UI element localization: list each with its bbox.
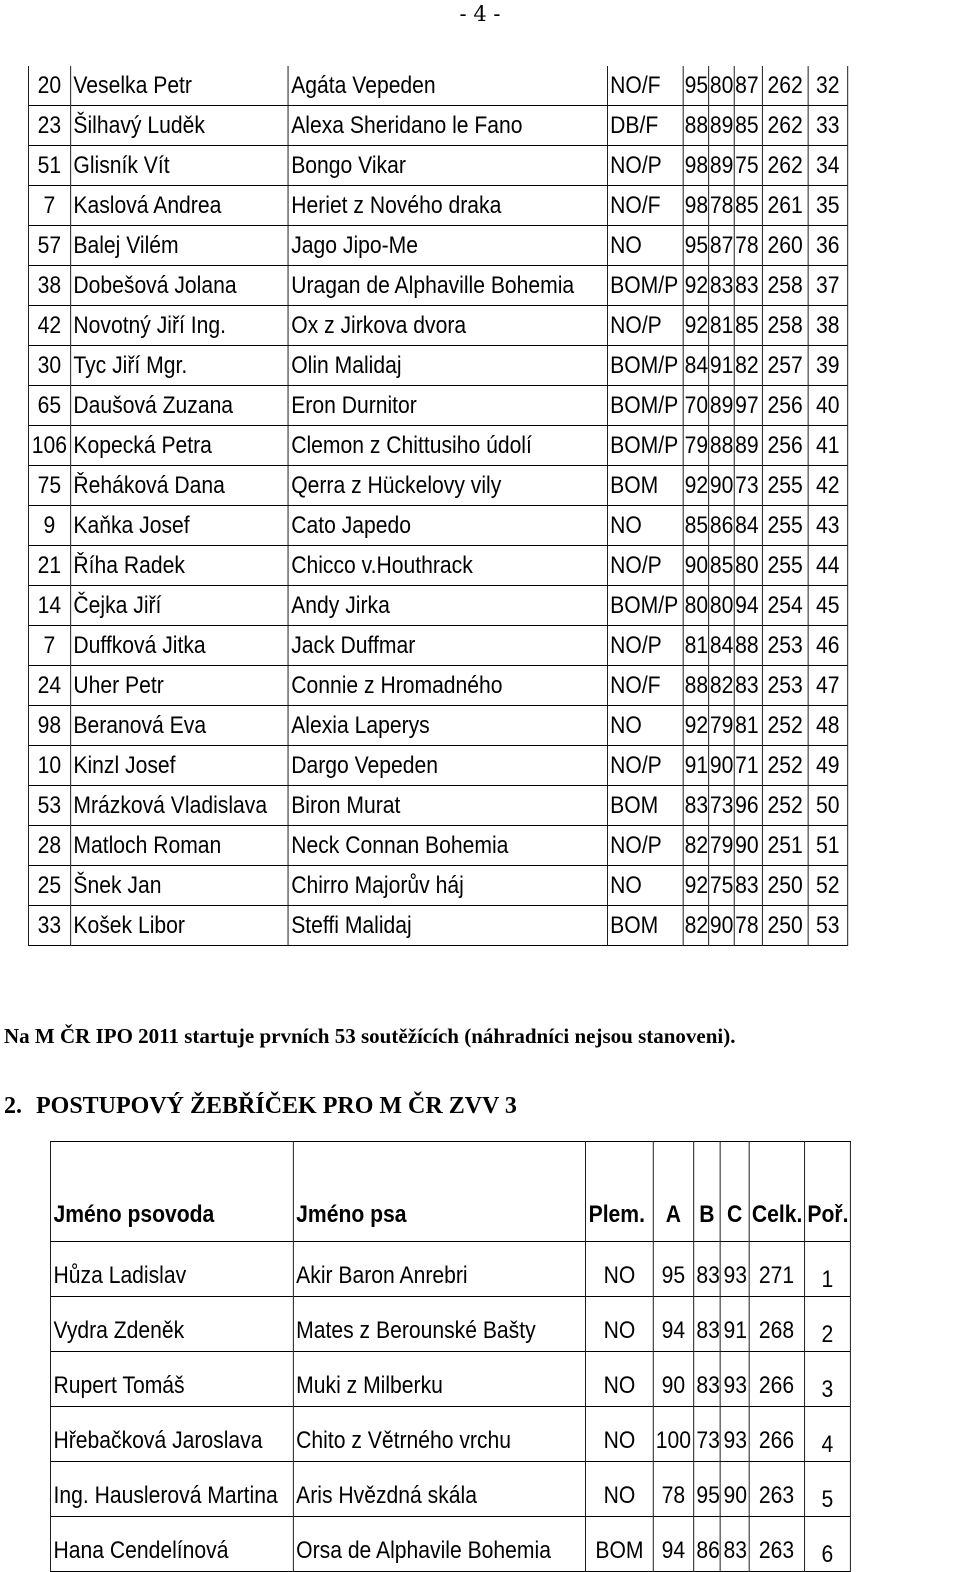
rank: 41	[808, 426, 848, 466]
score-a: 90	[653, 1352, 693, 1407]
start-number: 25	[28, 866, 70, 906]
header-a: A	[653, 1142, 693, 1242]
breed: BOM/P	[607, 586, 683, 626]
rank: 49	[808, 746, 848, 786]
breed: NO/P	[607, 826, 683, 866]
rank: 6	[804, 1517, 850, 1572]
dog-name: Aris Hvězdná skála	[293, 1462, 585, 1517]
handler-name: Kaňka Josef	[70, 506, 288, 546]
handler-name: Říha Radek	[70, 546, 288, 586]
total-score: 250	[763, 906, 808, 946]
total-score: 255	[763, 466, 808, 506]
score-c: 73	[734, 466, 763, 506]
handler-name: Košek Libor	[70, 906, 288, 946]
score-c: 71	[734, 746, 763, 786]
breed: NO	[607, 866, 683, 906]
score-b: 87	[709, 226, 734, 266]
rank: 5	[804, 1462, 850, 1517]
score-b: 82	[709, 666, 734, 706]
score-c: 93	[720, 1407, 748, 1462]
table-row	[28, 666, 847, 706]
rank: 35	[808, 186, 848, 226]
score-c: 94	[734, 586, 763, 626]
handler-name: Uher Petr	[70, 666, 288, 706]
handler-name: Kaslová Andrea	[70, 186, 288, 226]
dog-name: Clemon z Chittusiho údolí	[288, 426, 607, 466]
handler-name: Hřebačková Jaroslava	[50, 1407, 293, 1462]
rank: 40	[808, 386, 848, 426]
start-number: 53	[28, 786, 70, 826]
score-c: 87	[734, 66, 763, 106]
rank: 33	[808, 106, 848, 146]
breed: NO	[607, 226, 683, 266]
table-row	[28, 706, 847, 746]
total-score: 262	[763, 66, 808, 106]
handler-name: Beranová Eva	[70, 706, 288, 746]
score-b: 83	[693, 1242, 720, 1297]
total-score: 268	[749, 1297, 805, 1352]
score-a: 79	[683, 426, 708, 466]
handler-name: Veselka Petr	[70, 66, 288, 106]
start-number: 98	[28, 706, 70, 746]
start-number: 9	[28, 506, 70, 546]
rank: 43	[808, 506, 848, 546]
table-row	[28, 146, 847, 186]
dog-name: Biron Murat	[288, 786, 607, 826]
handler-name: Hana Cendelínová	[50, 1517, 293, 1572]
score-b: 73	[693, 1407, 720, 1462]
total-score: 256	[763, 386, 808, 426]
rank: 32	[808, 66, 848, 106]
table-row	[28, 346, 847, 386]
table-row	[28, 306, 847, 346]
score-b: 80	[709, 66, 734, 106]
qualification-notice: Na M ČR IPO 2011 startuje prvních 53 soutěžících (náhradníci nejsou stanoveni).	[4, 1024, 736, 1048]
rank: 47	[808, 666, 848, 706]
score-b: 84	[709, 626, 734, 666]
handler-name: Čejka Jiří	[70, 586, 288, 626]
rank: 44	[808, 546, 848, 586]
rank: 2	[804, 1297, 850, 1352]
score-b: 83	[709, 266, 734, 306]
table-row	[50, 1352, 850, 1407]
dog-name: Mates z Berounské Bašty	[293, 1297, 585, 1352]
ladder-table	[50, 1141, 851, 1572]
total-score: 255	[763, 506, 808, 546]
total-score: 254	[763, 586, 808, 626]
dog-name: Akir Baron Anrebri	[293, 1242, 585, 1297]
start-number: 10	[28, 746, 70, 786]
score-c: 78	[734, 906, 763, 946]
table-row	[28, 826, 847, 866]
breed: BOM/P	[607, 266, 683, 306]
breed: BOM	[607, 466, 683, 506]
score-a: 88	[683, 666, 708, 706]
breed: NO	[586, 1242, 654, 1297]
score-a: 92	[683, 866, 708, 906]
rank: 52	[808, 866, 848, 906]
handler-name: Glisník Vít	[70, 146, 288, 186]
handler-name: Novotný Jiří Ing.	[70, 306, 288, 346]
start-number: 38	[28, 266, 70, 306]
ladder-header-row	[50, 1142, 850, 1242]
breed: NO	[586, 1352, 654, 1407]
dog-name: Jago Jipo-Me	[288, 226, 607, 266]
score-a: 98	[683, 186, 708, 226]
handler-name: Hůza Ladislav	[50, 1242, 293, 1297]
total-score: 263	[749, 1462, 805, 1517]
start-number: 7	[28, 186, 70, 226]
total-score: 263	[749, 1517, 805, 1572]
start-number: 20	[28, 66, 70, 106]
score-a: 92	[683, 706, 708, 746]
breed: DB/F	[607, 106, 683, 146]
start-number: 21	[28, 546, 70, 586]
header-c: C	[720, 1142, 748, 1242]
table-row	[50, 1242, 850, 1297]
header-b: B	[693, 1142, 720, 1242]
table-row	[28, 626, 847, 666]
total-score: 252	[763, 786, 808, 826]
score-b: 91	[709, 346, 734, 386]
rank: 39	[808, 346, 848, 386]
section-number: 2.	[4, 1093, 22, 1119]
header-dog: Jméno psa	[293, 1142, 585, 1242]
table-row	[50, 1462, 850, 1517]
start-number: 51	[28, 146, 70, 186]
total-score: 257	[763, 346, 808, 386]
total-score: 251	[763, 826, 808, 866]
table-row	[28, 186, 847, 226]
score-c: 82	[734, 346, 763, 386]
dog-name: Jack Duffmar	[288, 626, 607, 666]
table-row	[28, 866, 847, 906]
start-number: 28	[28, 826, 70, 866]
dog-name: Alexia Laperys	[288, 706, 607, 746]
score-b: 73	[709, 786, 734, 826]
breed: BOM	[607, 906, 683, 946]
rank: 38	[808, 306, 848, 346]
dog-name: Olin Malidaj	[288, 346, 607, 386]
score-b: 79	[709, 826, 734, 866]
start-number: 33	[28, 906, 70, 946]
score-b: 89	[709, 146, 734, 186]
score-b: 83	[693, 1297, 720, 1352]
score-b: 89	[709, 386, 734, 426]
dog-name: Cato Japedo	[288, 506, 607, 546]
total-score: 262	[763, 106, 808, 146]
results-table	[28, 66, 848, 946]
score-c: 78	[734, 226, 763, 266]
start-number: 30	[28, 346, 70, 386]
score-b: 90	[709, 906, 734, 946]
header-rank: Poř.	[804, 1142, 850, 1242]
dog-name: Uragan de Alphaville Bohemia	[288, 266, 607, 306]
dog-name: Ox z Jirkova dvora	[288, 306, 607, 346]
total-score: 271	[749, 1242, 805, 1297]
score-c: 89	[734, 426, 763, 466]
handler-name: Rupert Tomáš	[50, 1352, 293, 1407]
total-score: 250	[763, 866, 808, 906]
header-total: Celk.	[749, 1142, 805, 1242]
dog-name: Bongo Vikar	[288, 146, 607, 186]
rank: 36	[808, 226, 848, 266]
rank: 42	[808, 466, 848, 506]
table-row	[28, 506, 847, 546]
table-row	[50, 1407, 850, 1462]
score-a: 78	[653, 1462, 693, 1517]
score-a: 88	[683, 106, 708, 146]
start-number: 106	[28, 426, 70, 466]
dog-name: Steffi Malidaj	[288, 906, 607, 946]
score-b: 89	[709, 106, 734, 146]
score-c: 75	[734, 146, 763, 186]
handler-name: Kinzl Josef	[70, 746, 288, 786]
total-score: 266	[749, 1407, 805, 1462]
score-c: 85	[734, 306, 763, 346]
breed: NO/P	[607, 146, 683, 186]
table-row	[28, 66, 847, 106]
score-a: 95	[683, 226, 708, 266]
table-row	[28, 746, 847, 786]
score-c: 84	[734, 506, 763, 546]
handler-name: Řeháková Dana	[70, 466, 288, 506]
table-row	[28, 386, 847, 426]
breed: NO/P	[607, 746, 683, 786]
dog-name: Chito z Větrného vrchu	[293, 1407, 585, 1462]
table-row	[28, 546, 847, 586]
handler-name: Vydra Zdeněk	[50, 1297, 293, 1352]
score-c: 83	[734, 666, 763, 706]
rank: 3	[804, 1352, 850, 1407]
score-c: 91	[720, 1297, 748, 1352]
score-a: 82	[683, 826, 708, 866]
dog-name: Muki z Milberku	[293, 1352, 585, 1407]
score-b: 86	[693, 1517, 720, 1572]
handler-name: Duffková Jitka	[70, 626, 288, 666]
score-a: 92	[683, 266, 708, 306]
table-row	[28, 906, 847, 946]
score-a: 94	[653, 1517, 693, 1572]
header-handler: Jméno psovoda	[50, 1142, 293, 1242]
total-score: 252	[763, 706, 808, 746]
breed: NO	[607, 506, 683, 546]
rank: 34	[808, 146, 848, 186]
breed: BOM	[586, 1517, 654, 1572]
handler-name: Šilhavý Luděk	[70, 106, 288, 146]
table-row	[28, 226, 847, 266]
dog-name: Andy Jirka	[288, 586, 607, 626]
breed: NO	[586, 1297, 654, 1352]
score-b: 88	[709, 426, 734, 466]
score-c: 81	[734, 706, 763, 746]
breed: NO/P	[607, 546, 683, 586]
total-score: 256	[763, 426, 808, 466]
dog-name: Chirro Majorův háj	[288, 866, 607, 906]
rank: 46	[808, 626, 848, 666]
total-score: 262	[763, 146, 808, 186]
breed: BOM	[607, 786, 683, 826]
rank: 45	[808, 586, 848, 626]
start-number: 57	[28, 226, 70, 266]
table-row	[50, 1517, 850, 1572]
dog-name: Neck Connan Bohemia	[288, 826, 607, 866]
section-heading	[4, 1093, 517, 1120]
score-c: 90	[720, 1462, 748, 1517]
total-score: 252	[763, 746, 808, 786]
breed: NO/P	[607, 306, 683, 346]
score-c: 88	[734, 626, 763, 666]
total-score: 253	[763, 666, 808, 706]
handler-name: Mrázková Vladislava	[70, 786, 288, 826]
score-a: 84	[683, 346, 708, 386]
score-c: 85	[734, 106, 763, 146]
breed: NO	[586, 1407, 654, 1462]
breed: NO/F	[607, 66, 683, 106]
score-c: 90	[734, 826, 763, 866]
breed: BOM/P	[607, 346, 683, 386]
dog-name: Alexa Sheridano le Fano	[288, 106, 607, 146]
dog-name: Eron Durnitor	[288, 386, 607, 426]
score-c: 96	[734, 786, 763, 826]
breed: NO	[586, 1462, 654, 1517]
score-b: 83	[693, 1352, 720, 1407]
start-number: 42	[28, 306, 70, 346]
score-b: 79	[709, 706, 734, 746]
score-a: 83	[683, 786, 708, 826]
breed: NO	[607, 706, 683, 746]
breed: NO/F	[607, 186, 683, 226]
score-c: 83	[720, 1517, 748, 1572]
table-row	[28, 586, 847, 626]
total-score: 266	[749, 1352, 805, 1407]
score-c: 97	[734, 386, 763, 426]
score-b: 90	[709, 746, 734, 786]
start-number: 65	[28, 386, 70, 426]
dog-name: Dargo Vepeden	[288, 746, 607, 786]
start-number: 75	[28, 466, 70, 506]
score-b: 90	[709, 466, 734, 506]
dog-name: Heriet z Nového draka	[288, 186, 607, 226]
start-number: 14	[28, 586, 70, 626]
total-score: 261	[763, 186, 808, 226]
score-a: 80	[683, 586, 708, 626]
score-a: 100	[653, 1407, 693, 1462]
score-a: 70	[683, 386, 708, 426]
dog-name: Orsa de Alphavile Bohemia	[293, 1517, 585, 1572]
dog-name: Qerra z Hückelovy vily	[288, 466, 607, 506]
handler-name: Tyc Jiří Mgr.	[70, 346, 288, 386]
score-c: 83	[734, 266, 763, 306]
score-b: 81	[709, 306, 734, 346]
breed: NO/P	[607, 626, 683, 666]
rank: 1	[804, 1242, 850, 1297]
handler-name: Dobešová Jolana	[70, 266, 288, 306]
table-row	[28, 266, 847, 306]
score-b: 78	[709, 186, 734, 226]
total-score: 258	[763, 306, 808, 346]
score-a: 92	[683, 306, 708, 346]
score-a: 90	[683, 546, 708, 586]
score-c: 93	[720, 1242, 748, 1297]
table-row	[28, 786, 847, 826]
handler-name: Šnek Jan	[70, 866, 288, 906]
rank: 37	[808, 266, 848, 306]
table-row	[28, 466, 847, 506]
total-score: 255	[763, 546, 808, 586]
handler-name: Ing. Hauslerová Martina	[50, 1462, 293, 1517]
table-row	[28, 426, 847, 466]
score-a: 94	[653, 1297, 693, 1352]
score-a: 82	[683, 906, 708, 946]
score-b: 95	[693, 1462, 720, 1517]
score-c: 83	[734, 866, 763, 906]
score-b: 80	[709, 586, 734, 626]
dog-name: Connie z Hromadného	[288, 666, 607, 706]
score-a: 92	[683, 466, 708, 506]
score-a: 81	[683, 626, 708, 666]
score-c: 80	[734, 546, 763, 586]
handler-name: Balej Vilém	[70, 226, 288, 266]
breed: NO/F	[607, 666, 683, 706]
score-b: 75	[709, 866, 734, 906]
rank: 4	[804, 1407, 850, 1462]
score-c: 85	[734, 186, 763, 226]
start-number: 7	[28, 626, 70, 666]
start-number: 23	[28, 106, 70, 146]
score-a: 98	[683, 146, 708, 186]
table-row	[50, 1297, 850, 1352]
page-number: - 4 -	[459, 2, 501, 26]
total-score: 253	[763, 626, 808, 666]
handler-name: Matloch Roman	[70, 826, 288, 866]
total-score: 258	[763, 266, 808, 306]
section-title: POSTUPOVÝ ŽEBŘÍČEK PRO M ČR ZVV 3	[36, 1093, 517, 1119]
dog-name: Chicco v.Houthrack	[288, 546, 607, 586]
rank: 53	[808, 906, 848, 946]
score-b: 86	[709, 506, 734, 546]
rank: 50	[808, 786, 848, 826]
score-c: 93	[720, 1352, 748, 1407]
table-row	[28, 106, 847, 146]
score-a: 95	[683, 66, 708, 106]
score-a: 85	[683, 506, 708, 546]
total-score: 260	[763, 226, 808, 266]
handler-name: Kopecká Petra	[70, 426, 288, 466]
start-number: 24	[28, 666, 70, 706]
breed: BOM/P	[607, 386, 683, 426]
breed: BOM/P	[607, 426, 683, 466]
header-breed: Plem.	[586, 1142, 654, 1242]
score-b: 85	[709, 546, 734, 586]
score-a: 95	[653, 1242, 693, 1297]
rank: 48	[808, 706, 848, 746]
handler-name: Daušová Zuzana	[70, 386, 288, 426]
rank: 51	[808, 826, 848, 866]
dog-name: Agáta Vepeden	[288, 66, 607, 106]
score-a: 91	[683, 746, 708, 786]
